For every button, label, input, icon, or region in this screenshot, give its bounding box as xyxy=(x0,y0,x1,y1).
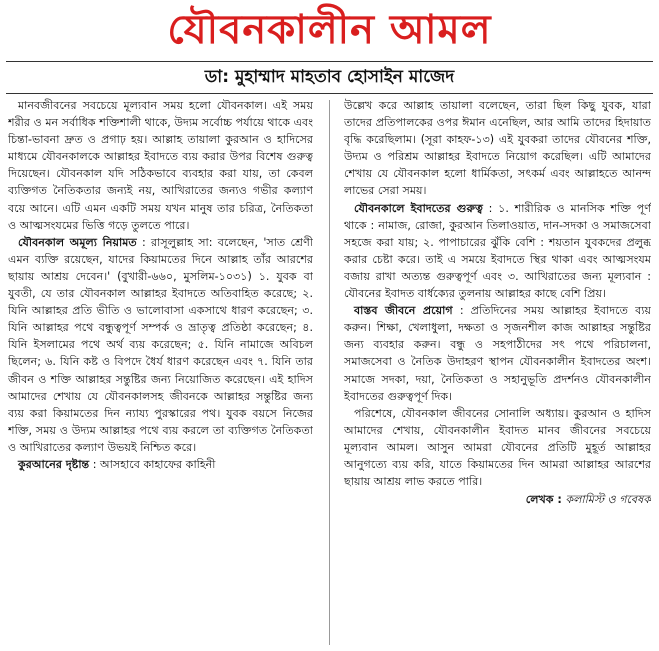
writer-credit xyxy=(344,491,651,508)
hadith-text: : রাসূলুল্লাহ সা: বলেছেন, 'সাত শ্রেণী এমন ব্যক্তি রয়েছেন, যাদের কিয়ামতের দিনে আল্লাহ তাঁর আরশের ছায়ায় আশ্রয় দেবেন।' (বুখারী-৬৬০, মুসলিম-১০৩১) ১. যুবক বা যুবতী, যে তার যৌবনকাল আল্লাহর ইবাদতে অতিবাহিত করেছে; ২. যিনি আল্লাহর প্রতি ভীতি ও ভালোবাসা একসাথে ধারণ করেছেন; ৩. যিনি আল্লাহর পথে বন্ধুত্বপূর্ণ সম্পর্ক ও ভ্রাতৃত্ব প্রতিষ্ঠা করেছেন; ৪. যিনি ইসলামের পথে অর্থ ব্যয় করেছেন; ৫. যিনি নামাজে অবিচল ছিলেন; ৬. যিনি কষ্ট ও বিপদে ধৈর্য ধারণ করেছেন এবং ৭. যিনি তার জীবন ও শক্তি আল্লাহর সন্তুষ্টির জন্য নিয়োজিত করেছেন। এই হাদিস আমাদের শেখায় যে যৌবনকালসহ জীবনকে আল্লাহর সন্তুষ্টির জন্য ব্যয় করা কিয়ামতের দিন ন্যায্য পুরস্কারের পথ। যুবক বয়সে নিজের শক্তি, সময় ও উদ্যম আল্লাহর পথে ব্যয় করলে তা ব্যক্তিগত নৈতিকতা ও আখিরাতের কল্যাণ উভয়ই নিশ্চিত করে। xyxy=(8,235,313,454)
importance-paragraph xyxy=(344,200,651,303)
left-column xyxy=(8,97,313,645)
intro-paragraph: মানবজীবনের সবচেয়ে মূল্যবান সময় হলো যৌবনকাল। এই সময় শরীর ও মন সর্বাধিক শক্তিশালী থাকে, উদ্যম সর্বোচ্চ পর্যায়ে থাকে এবং চিন্তা-ভাবনা দ্রুত ও প্রগাঢ় হয়। আল্লাহ তায়ালা কুরআন ও হাদিসের মাধ্যমে যৌবনকালকে আল্লাহর ইবাদতে ব্যয় করার উপর বিশেষ গুরুত্ব দিয়েছেন। যৌবনকাল যদি সঠিকভাবে ব্যবহার করা যায়, তা কেবল ব্যক্তিগত নৈতিকতার জন্যই নয়, আখিরাতের জন্যও গভীর কল্যাণ বয়ে আনে। এটি এমন একটি সময় যখন মানুষ তার চরিত্র, নৈতিকতা ও আত্মসংযমের ভিত্তি গড়ে তুলতে পারে। xyxy=(8,99,313,232)
section-heading: বাস্তব জীবনে প্রয়োগ xyxy=(354,304,453,318)
conclusion-paragraph: পরিশেষে, যৌবনকাল জীবনের সোনালি অধ্যায়। কুরআন ও হাদিস আমাদের শেখায়, যৌবনকালীন ইবাদত মানব জীবনের সবচেয়ে মূল্যবান আমল। আসুন আমরা যৌবনের প্রতিটি মুহূর্ত আল্লাহর আনুগত্যে ব্যয় করি, যাতে কিয়ামতের দিন আমরা আল্লাহর আরশের ছায়ায় আশ্রয় লাভ করতে পারি। xyxy=(344,406,651,489)
quran-continuation: উল্লেখ করে আল্লাহ তায়ালা বলেছেন, তারা ছিল কিছু যুবক, যারা তাদের প্রতিপালকের ওপর ঈমান এনেছিল, আর আমি তাদের হিদায়াত বৃদ্ধি করেছিলাম। (সূরা কাহফ-১৩) এই যুবকরা তাদের যৌবনের শক্তি, উদ্যম ও পরিশ্রম আল্লাহর ইবাদতে নিয়োগ করেছিল। এটি আমাদের শেখায় যে যৌবনকাল হলো ধার্মিকতা, সৎকর্ম এবং আল্লাহতে আনন্দ লাভের সেরা সময়। xyxy=(344,99,651,198)
hadith-paragraph xyxy=(8,234,313,456)
section-heading: যৌবনকালে ইবাদতের গুরুত্ব xyxy=(354,201,483,215)
importance-text: : ১. শারীরিক ও মানসিক শক্তি পূর্ণ থাকে : নামাজ, রোজা, কুরআন তিলাওয়াত, দান-সদকা ও সমাজসেবা সহজে করা যায়; ২. পাপাচারের ঝুঁকি বেশি : শয়তান যুবকদের প্রলুব্ধ করার চেষ্টা করে। তাই এ সময়ে ইবাদতে স্থির থাকা এবং আত্মসংযম বজায় রাখা অত্যন্ত গুরুত্বপূর্ণ এবং ৩. আখিরাতের জন্য মূল্যবান : যৌবনের ইবাদত বার্ধক্যের তুলনায় আল্লাহর কাছে বেশি প্রিয়। xyxy=(344,201,651,301)
column-divider xyxy=(329,100,330,645)
right-column xyxy=(344,97,651,645)
author-byline: ডা: মুহাম্মাদ মাহতাব হোসাইন মাজেদ xyxy=(204,67,455,87)
practice-text: : প্রতিদিনের সময় আল্লাহর ইবাদতে ব্যয় করুন। শিক্ষা, খেলাধুলা, দক্ষতা ও সৃজনশীল কাজ আল্লাহর সন্তুষ্টির জন্য ব্যবহার করুন। বন্ধু ও সহপাঠীদের সৎ পথে পরিচালনা, সমাজসেবা ও নৈতিক উদাহরণ স্থাপন যৌবনকালীন ইবাদতের অংশ। সমাজে সদকা, দয়া, নৈতিকতা ও সহানুভূতি প্রদর্শনও যৌবনকালীন ইবাদতের গুরুত্বপূর্ণ দিক। xyxy=(344,304,651,403)
section-heading: যৌবনকাল অমূল্য নিয়ামত xyxy=(18,235,137,249)
quran-text-start: : আসহাবে কাহাফের কাহিনী xyxy=(89,457,216,471)
article-title: যৌবনকালীন আমল xyxy=(167,6,492,53)
quran-paragraph xyxy=(8,456,313,473)
writer-role: কলামিস্ট ও গবেষক xyxy=(561,493,651,507)
section-heading: কুরআনের দৃষ্টান্ত xyxy=(18,457,90,471)
writer-label: লেখক : xyxy=(525,493,562,507)
practice-paragraph xyxy=(344,302,651,405)
title-divider xyxy=(6,61,653,62)
byline-divider xyxy=(6,93,653,94)
